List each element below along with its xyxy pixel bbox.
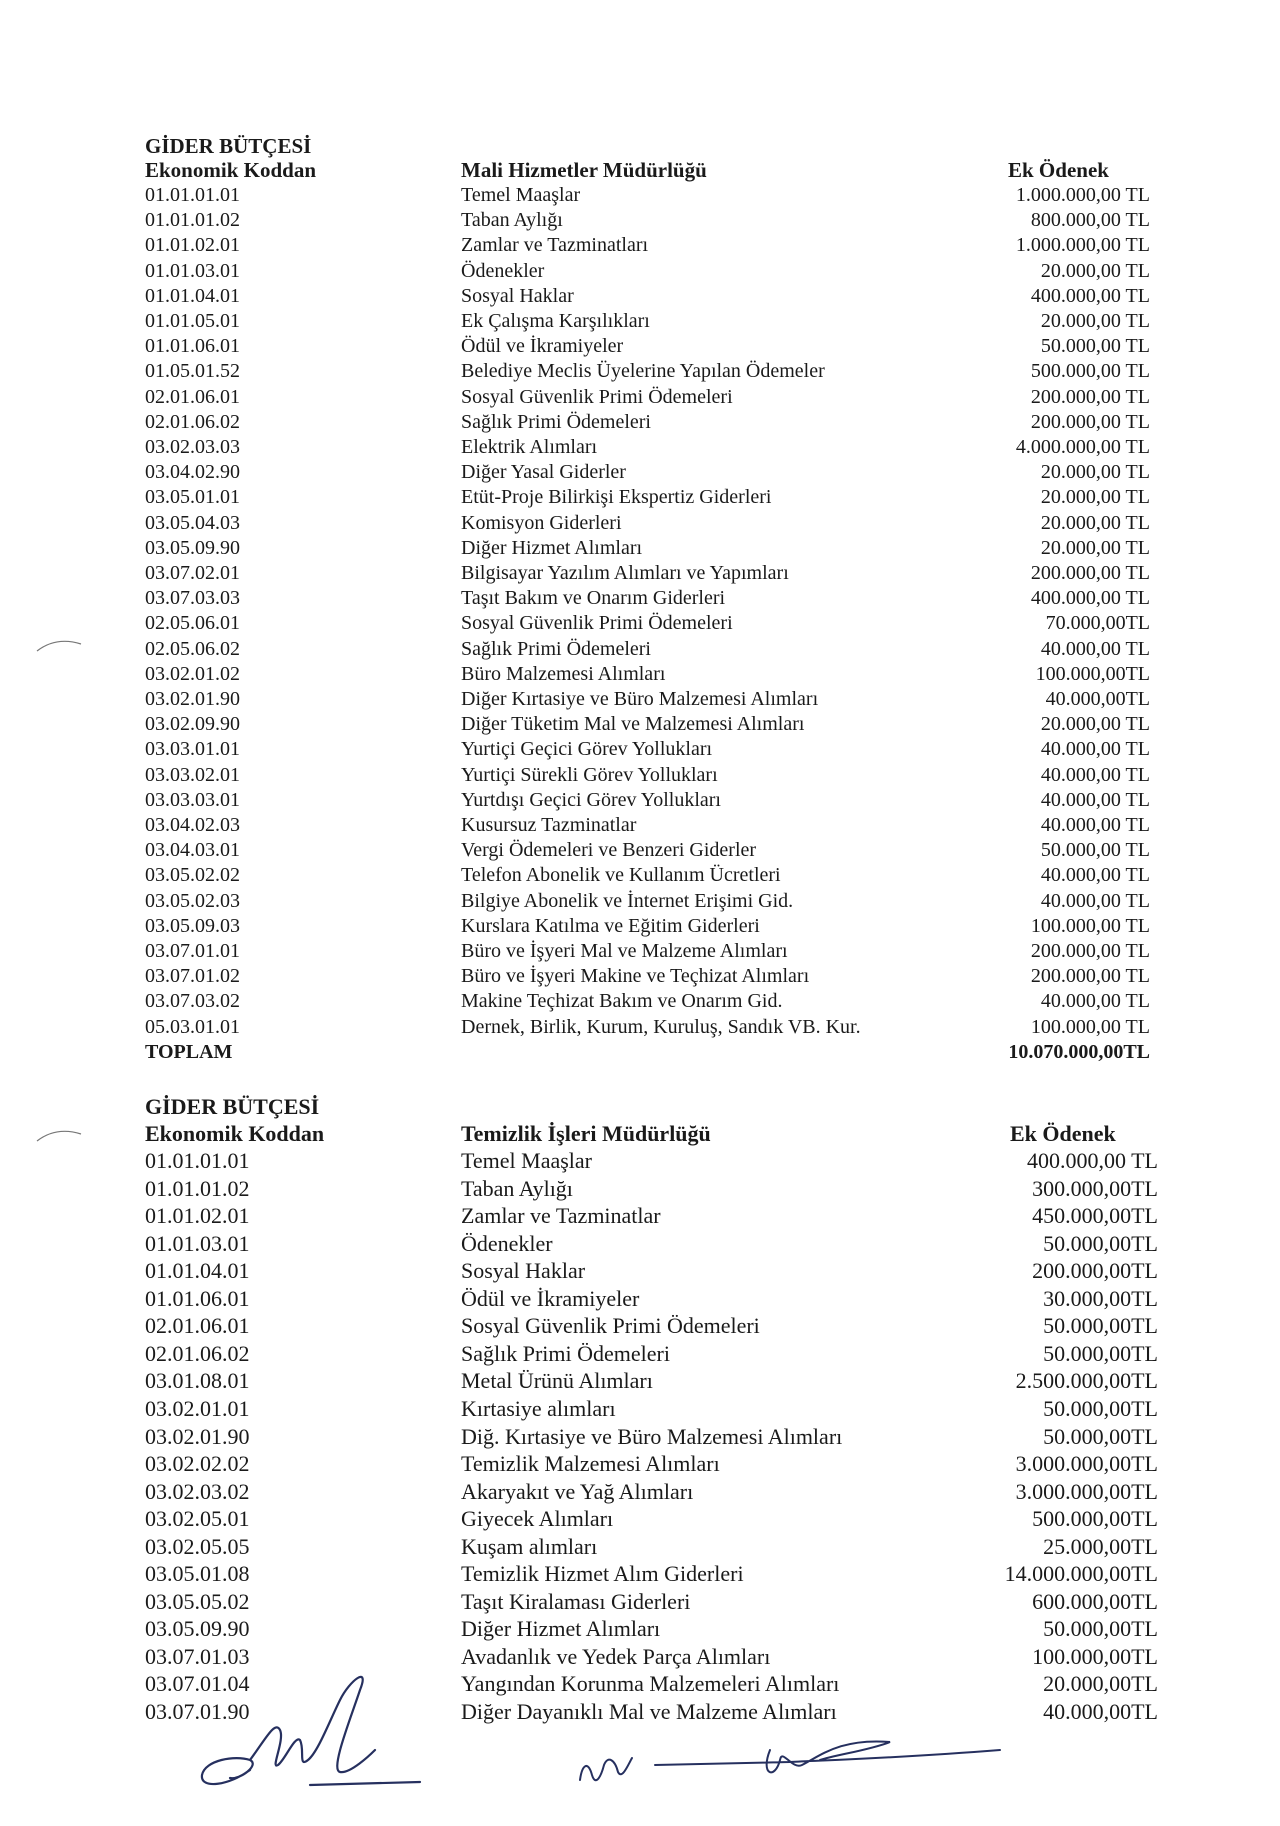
description-cell: Akaryakıt ve Yağ Alımları <box>461 1478 694 1504</box>
amount-cell: 500.000,00 TL <box>1030 360 1150 383</box>
table-row <box>0 1506 1280 1531</box>
description-cell: Diğer Yasal Giderler <box>461 461 626 484</box>
description-cell: Bilgiye Abonelik ve İnternet Erişimi Gid. <box>461 889 794 912</box>
amount-cell: 40.000,00 TL <box>1040 990 1150 1013</box>
amount-cell: 2.500.000,00TL <box>1015 1368 1158 1394</box>
amount-cell: 25.000,00TL <box>1043 1533 1158 1559</box>
description-cell: Ödenekler <box>461 1230 553 1256</box>
signature-right <box>570 1720 1010 1800</box>
code-cell: 02.01.06.02 <box>145 1340 250 1366</box>
amount-cell: 100.000,00TL <box>1032 1643 1158 1669</box>
description-cell: Taşıt Kiralaması Giderleri <box>461 1588 691 1614</box>
amount-cell: 20.000,00 TL <box>1040 259 1150 282</box>
code-cell: 03.03.02.01 <box>145 763 240 786</box>
amount-cell: 50.000,00TL <box>1043 1616 1158 1642</box>
code-cell: 03.02.01.02 <box>145 662 240 685</box>
amount-cell: 200.000,00 TL <box>1030 562 1150 584</box>
signature-left <box>190 1660 430 1800</box>
amount-cell: 3.000.000,00TL <box>1015 1451 1158 1477</box>
code-cell: 01.01.04.01 <box>145 284 240 307</box>
description-cell: Komisyon Giderleri <box>461 511 622 534</box>
code-cell: 02.05.06.01 <box>145 612 240 635</box>
amount-cell: 1.000.000,00 TL <box>1015 184 1150 206</box>
description-cell: Sağlık Primi Ödemeleri <box>461 410 651 433</box>
amount-cell: 14.000.000,00TL <box>1004 1561 1158 1587</box>
table-row <box>0 1561 1280 1586</box>
description-cell: Diğer Hizmet Alımları <box>461 536 643 559</box>
code-cell: 01.01.03.01 <box>145 259 240 282</box>
description-cell: Elektrik Alımları <box>461 436 598 458</box>
description-cell: Bilgisayar Yazılım Alımları ve Yapımları <box>461 562 789 584</box>
code-cell: 03.07.01.04 <box>145 1671 250 1697</box>
amount-cell: 800.000,00 TL <box>1030 209 1150 232</box>
description-cell: Sosyal Haklar <box>461 1258 586 1284</box>
table-row <box>0 1341 1280 1366</box>
amount-cell: 50.000,00 TL <box>1040 335 1150 358</box>
amount-cell: 40.000,00 TL <box>1040 788 1150 811</box>
amount-cell: 40.000,00 TL <box>1040 738 1150 761</box>
description-cell: Zamlar ve Tazminatları <box>461 234 649 257</box>
table-row <box>0 1368 1280 1393</box>
amount-cell: 500.000,00TL <box>1032 1506 1158 1532</box>
description-cell: Taşıt Bakım ve Onarım Giderleri <box>461 587 726 610</box>
amount-cell: 20.000,00 TL <box>1040 310 1150 332</box>
column-header-amount: Ek Ödenek <box>1010 1121 1116 1146</box>
amount-cell: 100.000,00 TL <box>1030 1015 1150 1038</box>
amount-cell: 3.000.000,00TL <box>1015 1478 1158 1504</box>
description-cell: Giyecek Alımları <box>461 1506 614 1532</box>
amount-cell: 40.000,00TL <box>1043 1699 1158 1724</box>
amount-cell: 600.000,00TL <box>1032 1588 1158 1614</box>
description-cell: Ödül ve İkramiyeler <box>461 335 624 358</box>
description-cell: Zamlar ve Tazminatlar <box>461 1203 661 1229</box>
description-cell: Sosyal Güvenlik Primi Ödemeleri <box>461 385 733 408</box>
amount-cell: 50.000,00TL <box>1043 1395 1158 1421</box>
description-cell: Vergi Ödemeleri ve Benzeri Giderler <box>461 839 757 862</box>
code-cell: 03.05.02.03 <box>145 889 240 912</box>
description-cell: Kuşam alımları <box>461 1533 598 1559</box>
description-cell: Kırtasiye alımları <box>461 1395 616 1421</box>
code-cell: 03.02.03.02 <box>145 1478 250 1504</box>
code-cell: 03.02.01.90 <box>145 688 240 710</box>
description-cell: Diğ. Kırtasiye ve Büro Malzemesi Alımları <box>461 1423 843 1449</box>
description-cell: Sosyal Haklar <box>461 284 574 307</box>
column-header-amount: Ek Ödenek <box>1008 158 1109 182</box>
code-cell: 01.01.06.01 <box>145 1285 250 1311</box>
amount-cell: 200.000,00TL <box>1032 1258 1158 1284</box>
total-amount: 10.070.000,00TL <box>1008 1040 1150 1063</box>
code-cell: 01.01.01.02 <box>145 1175 250 1201</box>
description-cell: Avadanlık ve Yedek Parça Alımları <box>461 1643 771 1669</box>
code-cell: 02.01.06.01 <box>145 385 240 408</box>
code-cell: 01.01.04.01 <box>145 1258 250 1284</box>
table-row <box>0 1258 1280 1283</box>
description-cell: Yurtiçi Sürekli Görev Yollukları <box>461 763 718 786</box>
code-cell: 02.01.06.01 <box>145 1313 250 1339</box>
code-cell: 01.05.01.52 <box>145 360 240 383</box>
description-cell: Temel Maaşlar <box>461 1148 593 1173</box>
description-cell: Sosyal Güvenlik Primi Ödemeleri <box>461 612 733 635</box>
code-cell: 03.05.02.02 <box>145 864 240 887</box>
table-row <box>0 1396 1280 1421</box>
description-cell: Ek Çalışma Karşılıkları <box>461 310 650 332</box>
amount-cell: 1.000.000,00 TL <box>1015 234 1150 257</box>
amount-cell: 40.000,00 TL <box>1040 763 1150 786</box>
code-cell: 01.01.02.01 <box>145 234 240 257</box>
description-cell: Kusursuz Tazminatlar <box>461 814 637 836</box>
description-cell: Taban Aylığı <box>461 1175 573 1201</box>
amount-cell: 400.000,00 TL <box>1030 284 1150 307</box>
code-cell: 03.02.05.01 <box>145 1506 250 1532</box>
amount-cell: 30.000,00TL <box>1043 1285 1158 1311</box>
amount-cell: 40.000,00 TL <box>1040 637 1150 660</box>
description-cell: Etüt-Proje Bilirkişi Ekspertiz Giderleri <box>461 486 772 509</box>
code-cell: 03.03.01.01 <box>145 738 240 761</box>
table-row <box>0 1231 1280 1256</box>
description-cell: Diğer Hizmet Alımları <box>461 1616 661 1642</box>
code-cell: 03.07.01.02 <box>145 965 240 988</box>
description-cell: Ödenekler <box>461 259 545 282</box>
code-cell: 01.01.06.01 <box>145 335 240 358</box>
amount-cell: 200.000,00 TL <box>1030 385 1150 408</box>
code-cell: 03.07.01.90 <box>145 1699 250 1724</box>
description-cell: Dernek, Birlik, Kurum, Kuruluş, Sandık VB. Kur. <box>461 1015 861 1038</box>
description-cell: Sağlık Primi Ödemeleri <box>461 637 651 660</box>
code-cell: 03.02.02.02 <box>145 1451 250 1477</box>
description-cell: Sağlık Primi Ödemeleri <box>461 1340 670 1366</box>
code-cell: 03.05.01.01 <box>145 486 240 509</box>
code-cell: 03.07.01.03 <box>145 1643 250 1669</box>
code-cell: 01.01.01.02 <box>145 209 240 232</box>
table-row <box>0 1313 1280 1338</box>
table-row <box>0 1534 1280 1559</box>
code-cell: 01.01.01.01 <box>145 1148 250 1173</box>
table-row <box>0 1616 1280 1641</box>
description-cell: Temizlik Hizmet Alım Giderleri <box>461 1561 744 1587</box>
code-cell: 01.01.05.01 <box>145 310 240 332</box>
amount-cell: 20.000,00 TL <box>1040 536 1150 559</box>
description-cell: Diğer Dayanıklı Mal ve Malzeme Alımları <box>461 1699 837 1724</box>
amount-cell: 50.000,00TL <box>1043 1423 1158 1449</box>
code-cell: 01.01.02.01 <box>145 1203 250 1229</box>
code-cell: 03.05.05.02 <box>145 1588 250 1614</box>
description-cell: Büro ve İşyeri Mal ve Malzeme Alımları <box>461 940 788 962</box>
amount-cell: 400.000,00 TL <box>1027 1148 1158 1173</box>
description-cell: Yurtdışı Geçici Görev Yollukları <box>461 788 721 811</box>
table-row <box>0 1286 1280 1311</box>
section-title: GİDER BÜTÇESİ <box>145 134 312 158</box>
code-cell: 02.01.06.02 <box>145 410 240 433</box>
code-cell: 03.05.04.03 <box>145 511 240 534</box>
amount-cell: 200.000,00 TL <box>1030 410 1150 433</box>
description-cell: Yangından Korunma Malzemeleri Alımları <box>461 1671 840 1697</box>
column-header-department: Temizlik İşleri Müdürlüğü <box>461 1121 711 1146</box>
description-cell: Büro ve İşyeri Makine ve Teçhizat Alımları <box>461 965 810 988</box>
code-cell: 03.05.09.90 <box>145 536 240 559</box>
amount-cell: 70.000,00TL <box>1045 612 1150 635</box>
amount-cell: 50.000,00TL <box>1043 1313 1158 1339</box>
code-cell: 03.05.09.90 <box>145 1616 250 1642</box>
code-cell: 03.02.09.90 <box>145 713 240 736</box>
amount-cell: 100.000,00TL <box>1035 662 1150 685</box>
description-cell: Metal Ürünü Alımları <box>461 1368 653 1394</box>
amount-cell: 200.000,00 TL <box>1030 965 1150 988</box>
amount-cell: 400.000,00 TL <box>1030 587 1150 610</box>
code-cell: 01.01.03.01 <box>145 1230 250 1256</box>
scan-mark <box>35 636 85 656</box>
section-title: GİDER BÜTÇESİ <box>145 1094 320 1119</box>
table-row <box>0 1424 1280 1449</box>
code-cell: 03.07.03.03 <box>145 587 240 610</box>
column-header-code: Ekonomik Koddan <box>145 158 316 182</box>
description-cell: Taban Aylığı <box>461 209 563 232</box>
description-cell: Sosyal Güvenlik Primi Ödemeleri <box>461 1313 760 1339</box>
code-cell: 03.04.02.03 <box>145 814 240 836</box>
description-cell: Kurslara Katılma ve Eğitim Giderleri <box>461 914 760 937</box>
table-row <box>0 1203 1280 1228</box>
description-cell: Telefon Abonelik ve Kullanım Ücretleri <box>461 864 781 887</box>
description-cell: Diğer Kırtasiye ve Büro Malzemesi Alımları <box>461 688 819 710</box>
amount-cell: 450.000,00TL <box>1032 1203 1158 1229</box>
description-cell: Belediye Meclis Üyelerine Yapılan Ödemeler <box>461 360 825 383</box>
table-row <box>0 1589 1280 1614</box>
amount-cell: 20.000,00 TL <box>1040 511 1150 534</box>
amount-cell: 300.000,00TL <box>1032 1175 1158 1201</box>
amount-cell: 20.000,00TL <box>1043 1671 1158 1697</box>
total-label: TOPLAM <box>145 1040 233 1063</box>
amount-cell: 100.000,00 TL <box>1030 914 1150 937</box>
table-row <box>0 1176 1280 1201</box>
amount-cell: 50.000,00TL <box>1043 1340 1158 1366</box>
amount-cell: 40.000,00 TL <box>1040 889 1150 912</box>
amount-cell: 20.000,00 TL <box>1040 486 1150 509</box>
amount-cell: 4.000.000,00 TL <box>1015 436 1150 458</box>
code-cell: 02.05.06.02 <box>145 637 240 660</box>
code-cell: 05.03.01.01 <box>145 1015 240 1038</box>
amount-cell: 20.000,00 TL <box>1040 461 1150 484</box>
amount-cell: 50.000,00 TL <box>1040 839 1150 862</box>
code-cell: 03.03.03.01 <box>145 788 240 811</box>
description-cell: Makine Teçhizat Bakım ve Onarım Gid. <box>461 990 783 1013</box>
amount-cell: 40.000,00 TL <box>1040 814 1150 836</box>
code-cell: 03.02.01.90 <box>145 1423 250 1449</box>
description-cell: Temel Maaşlar <box>461 184 581 206</box>
amount-cell: 200.000,00 TL <box>1030 940 1150 962</box>
code-cell: 03.07.02.01 <box>145 562 240 584</box>
table-row <box>0 1451 1280 1476</box>
description-cell: Temizlik Malzemesi Alımları <box>461 1451 720 1477</box>
column-header-code: Ekonomik Koddan <box>145 1121 325 1146</box>
code-cell: 03.05.09.03 <box>145 914 240 937</box>
code-cell: 03.01.08.01 <box>145 1368 250 1394</box>
code-cell: 03.02.05.05 <box>145 1533 250 1559</box>
description-cell: Büro Malzemesi Alımları <box>461 662 666 685</box>
amount-cell: 40.000,00 TL <box>1040 864 1150 887</box>
code-cell: 03.07.01.01 <box>145 940 240 962</box>
amount-cell: 50.000,00TL <box>1043 1230 1158 1256</box>
code-cell: 03.04.03.01 <box>145 839 240 862</box>
column-header-department: Mali Hizmetler Müdürlüğü <box>461 158 707 182</box>
amount-cell: 40.000,00TL <box>1045 688 1150 710</box>
code-cell: 03.02.03.03 <box>145 436 240 458</box>
scan-mark <box>35 1126 85 1146</box>
code-cell: 03.04.02.90 <box>145 461 240 484</box>
code-cell: 03.02.01.01 <box>145 1395 250 1421</box>
table-row <box>0 1148 1280 1173</box>
table-row <box>0 1479 1280 1504</box>
description-cell: Ödül ve İkramiyeler <box>461 1285 640 1311</box>
code-cell: 01.01.01.01 <box>145 184 240 206</box>
code-cell: 03.05.01.08 <box>145 1561 250 1587</box>
description-cell: Diğer Tüketim Mal ve Malzemesi Alımları <box>461 713 805 736</box>
description-cell: Yurtiçi Geçici Görev Yollukları <box>461 738 713 761</box>
amount-cell: 20.000,00 TL <box>1040 713 1150 736</box>
code-cell: 03.07.03.02 <box>145 990 240 1013</box>
